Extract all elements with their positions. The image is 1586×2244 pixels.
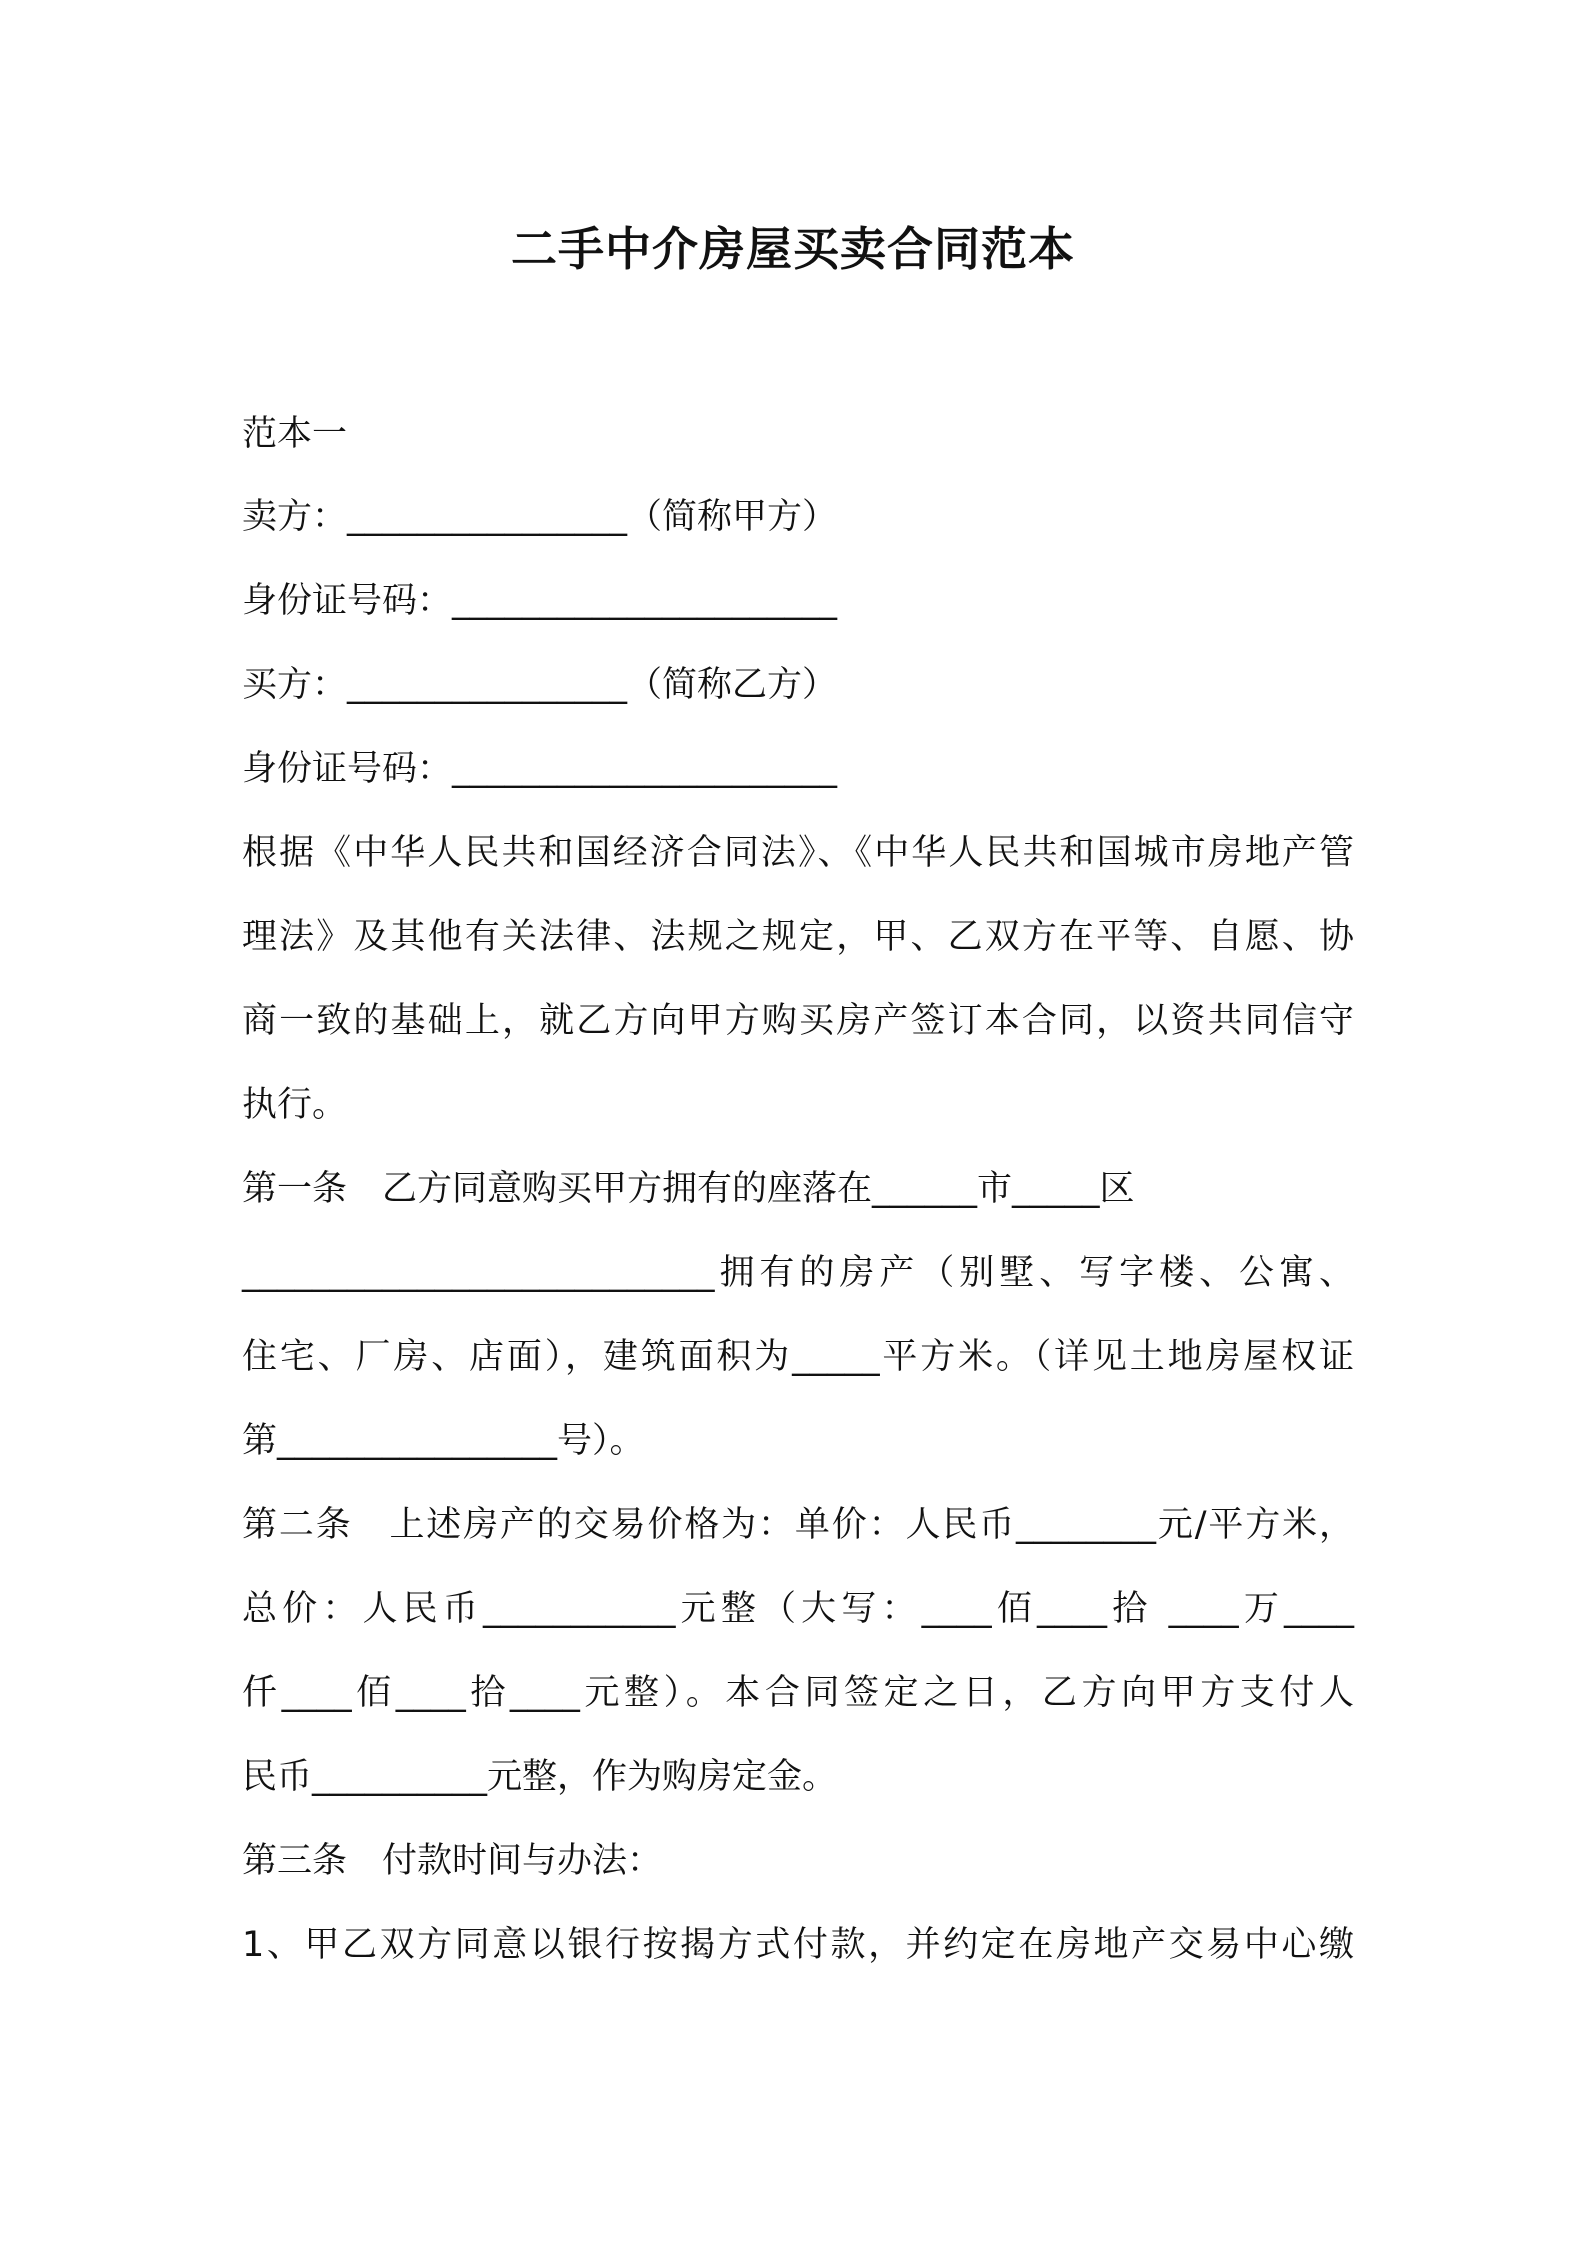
buyer-id-line: 身份证号码：______________________ <box>242 749 838 789</box>
article-2-line: 仟____佰____拾____元整）。本合同签定之日，乙方向甲方支付人 <box>242 1673 1354 1713</box>
seller-line: 卖方：________________（简称甲方） <box>242 497 838 537</box>
article-1-line: 住宅、厂房、店面），建筑面积为_____平方米。（详见土地房屋权证 <box>242 1337 1354 1377</box>
article-3-heading: 第三条 付款时间与办法： <box>242 1841 663 1881</box>
article-1-line: ___________________________拥有的房产（别墅、写字楼、公寓、 <box>242 1253 1354 1293</box>
preamble-line: 根据《中华人民共和国经济合同法》、《中华人民共和国城市房地产管 <box>242 833 1354 873</box>
buyer-line: 买方：________________（简称乙方） <box>242 665 838 705</box>
section-label: 范本一 <box>242 414 348 454</box>
document-title: 二手中介房屋买卖合同范本 <box>511 222 1075 276</box>
article-2-line: 总价：人民币___________元整（大写：____佰____拾 ____万____ <box>242 1589 1354 1629</box>
article-1-line: 第一条 乙方同意购买甲方拥有的座落在______市_____区 <box>242 1169 1135 1209</box>
article-1-line: 第________________号）。 <box>242 1421 645 1461</box>
seller-id-line: 身份证号码：______________________ <box>242 581 838 621</box>
preamble-line: 商一致的基础上，就乙方向甲方购买房产签订本合同，以资共同信守 <box>242 1001 1354 1041</box>
preamble-line: 理法》及其他有关法律、法规之规定，甲、乙双方在平等、自愿、协 <box>242 917 1354 957</box>
article-3-line: 1、甲乙双方同意以银行按揭方式付款，并约定在房地产交易中心缴 <box>242 1925 1354 1965</box>
preamble-line: 执行。 <box>242 1085 348 1125</box>
article-2-line: 民币__________元整，作为购房定金。 <box>242 1757 838 1797</box>
article-2-line: 第二条 上述房产的交易价格为：单价：人民币________元/平方米， <box>242 1505 1354 1545</box>
